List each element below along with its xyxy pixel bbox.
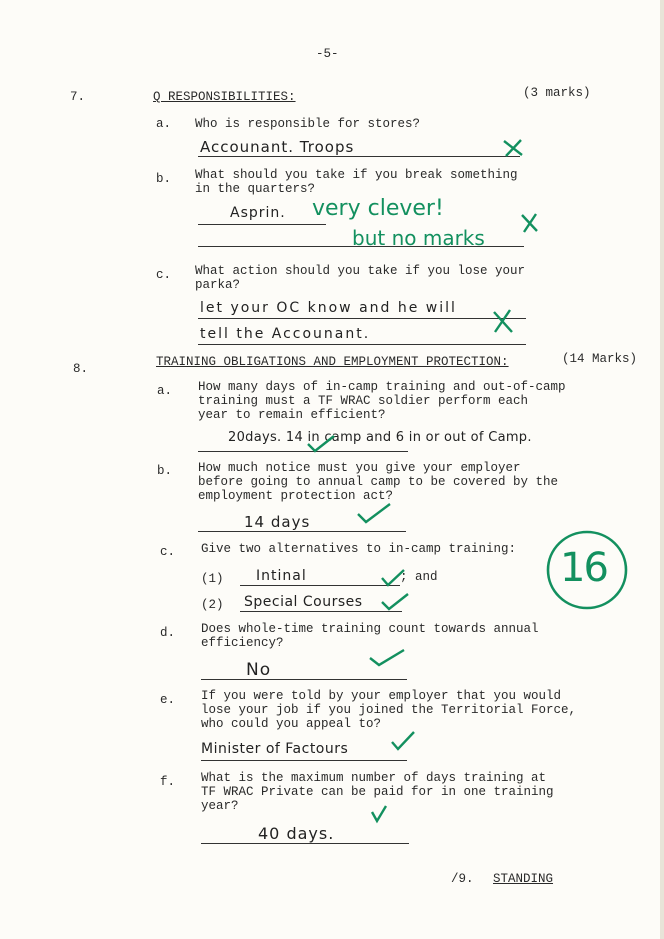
question-text-8a-line3: year to remain efficient? xyxy=(198,408,386,422)
answer-8b: 14 days xyxy=(244,513,311,531)
answer-line-8b xyxy=(198,531,406,532)
answer-8c-2: Special Courses xyxy=(244,594,363,610)
answer-line-8e xyxy=(201,760,407,761)
tick-mark-icon xyxy=(390,730,416,752)
question-text-8e-line2: lose your job if you joined the Territorial Force, xyxy=(201,703,577,717)
option-label-1: (1) xyxy=(201,572,224,586)
answer-7c-line2: tell the Accounant. xyxy=(200,326,371,342)
question-text-7a: Who is responsible for stores? xyxy=(195,117,421,131)
and-text: ; and xyxy=(400,570,438,584)
tick-mark-icon xyxy=(306,434,336,454)
answer-8d: No xyxy=(246,660,272,680)
cross-mark-icon xyxy=(520,212,540,234)
question-text-8b-line3: employment protection act? xyxy=(198,489,394,503)
question-text-8d-line2: efficiency? xyxy=(201,636,284,650)
question-letter-7b: b. xyxy=(156,172,172,186)
answer-line-8c-2 xyxy=(240,611,402,612)
answer-line-7c-1 xyxy=(198,318,526,319)
tick-mark-icon xyxy=(368,648,406,668)
answer-8f: 40 days. xyxy=(258,824,335,843)
footer-next-number: /9. xyxy=(451,872,474,886)
question-letter-8a: a. xyxy=(157,384,173,398)
cross-mark-icon xyxy=(502,138,524,158)
question-text-8d-line1: Does whole-time training count towards annual xyxy=(201,622,539,636)
answer-line-7b-1 xyxy=(198,224,326,225)
option-label-2: (2) xyxy=(201,598,224,612)
section-title-training-obligations: TRAINING OBLIGATIONS AND EMPLOYMENT PROTECTION: xyxy=(156,355,509,369)
section-number-8: 8. xyxy=(73,362,89,376)
answer-line-7c-2 xyxy=(198,344,526,345)
answer-7a: Accounant. Troops xyxy=(200,138,355,156)
answer-line-8c-1 xyxy=(240,585,400,586)
answer-7c-line1: let your OC know and he will xyxy=(200,300,457,316)
answer-8e: Minister of Factours xyxy=(201,741,349,757)
tick-mark-icon xyxy=(356,502,392,524)
tick-mark-icon xyxy=(380,568,406,588)
answer-8c-1: Intinal xyxy=(256,568,307,584)
marker-comment-no-marks: but no marks xyxy=(352,226,485,250)
question-letter-8f: f. xyxy=(160,775,176,789)
question-letter-8b: b. xyxy=(157,464,173,478)
question-letter-8e: e. xyxy=(160,693,176,707)
answer-line-8d xyxy=(201,679,407,680)
question-text-7c-line2: parka? xyxy=(195,278,241,292)
question-text-8e-line3: who could you appeal to? xyxy=(201,717,382,731)
question-text-8f-line1: What is the maximum number of days training at xyxy=(201,771,547,785)
answer-line-8a xyxy=(198,451,408,452)
paper-edge xyxy=(660,0,664,939)
answer-7b: Asprin. xyxy=(230,205,286,221)
score-value: 16 xyxy=(560,545,607,591)
answer-line-8f xyxy=(201,843,409,844)
question-text-8f-line2: TF WRAC Private can be paid for in one training xyxy=(201,785,554,799)
question-letter-8c: c. xyxy=(160,545,176,559)
question-text-8a-line2: training must a TF WRAC soldier perform each xyxy=(198,394,529,408)
section-marks-7: (3 marks) xyxy=(523,86,591,100)
question-text-8c: Give two alternatives to in-camp training: xyxy=(201,542,517,556)
marker-comment-very-clever: very clever! xyxy=(312,196,444,221)
question-text-8a-line1: How many days of in-camp training and out-of-camp xyxy=(198,380,566,394)
answer-line-7a xyxy=(198,156,520,157)
question-text-7b-line1: What should you take if you break something xyxy=(195,168,518,182)
answer-8a: 20days. 14 in camp and 6 in or out of Camp. xyxy=(228,430,532,445)
question-text-8b-line1: How much notice must you give your employer xyxy=(198,461,521,475)
tick-mark-icon xyxy=(370,804,388,824)
footer-next-section: STANDING xyxy=(493,872,554,886)
question-text-7b-line2: in the quarters? xyxy=(195,182,316,196)
question-letter-7c: c. xyxy=(156,268,172,282)
cross-mark-icon xyxy=(492,308,514,334)
section-number-7: 7. xyxy=(70,90,86,104)
question-text-8f-line3: year? xyxy=(201,799,239,813)
question-letter-8d: d. xyxy=(160,626,176,640)
section-marks-8: (14 Marks) xyxy=(562,352,638,366)
page-number: -5- xyxy=(316,47,339,61)
question-text-8b-line2: before going to annual camp to be covered by the xyxy=(198,475,559,489)
question-text-7c-line1: What action should you take if you lose your xyxy=(195,264,526,278)
tick-mark-icon xyxy=(380,592,410,612)
question-text-8e-line1: If you were told by your employer that you would xyxy=(201,689,562,703)
answer-line-7b-2 xyxy=(198,246,524,247)
section-title-q-responsibilities: Q RESPONSIBILITIES: xyxy=(153,90,296,104)
question-letter-7a: a. xyxy=(156,117,172,131)
